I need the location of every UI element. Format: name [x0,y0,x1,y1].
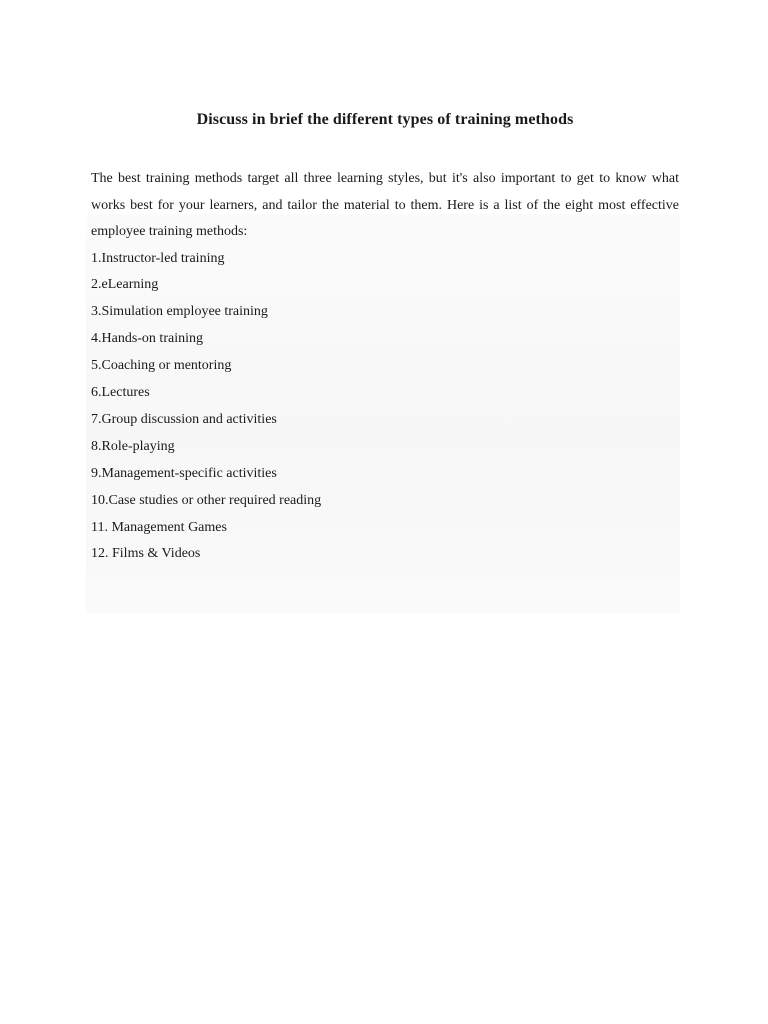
list-item: 1.Instructor-led training [91,250,225,266]
list-item: 4.Hands-on training [91,331,203,347]
document-title: Discuss in brief the different types of training methods [196,111,574,128]
list-item: 2.eLearning [91,277,159,293]
document-content [91,110,679,568]
training-methods-list [91,246,679,569]
intro-paragraph: The best training methods target all three learning styles, but it's also important to get to know what works best for your learners, and tailor the material to them. Here is a list of the eight most effective employee training methods: [91,171,679,239]
list-item: 11. Management Games [91,519,227,535]
list-item: 12. Films & Videos [91,546,201,562]
list-item: 8.Role-playing [91,438,175,454]
list-item: 10.Case studies or other required reading [91,492,322,508]
list-item: 7.Group discussion and activities [91,411,277,427]
list-item: 9.Management-specific activities [91,465,277,481]
list-item: 6.Lectures [91,385,150,401]
list-item: 5.Coaching or mentoring [91,358,232,374]
list-item: 3.Simulation employee training [91,304,268,320]
